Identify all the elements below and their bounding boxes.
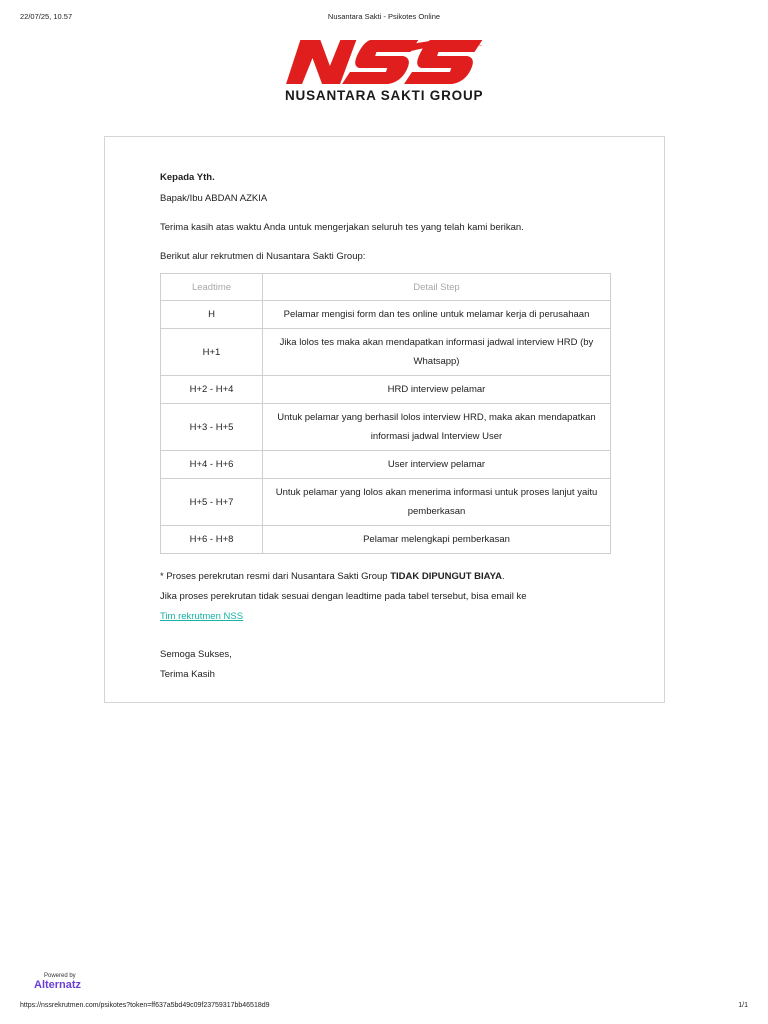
sign-off: Terima Kasih — [160, 669, 215, 680]
note-emphasis: TIDAK DIPUNGUT BIAYA — [390, 571, 502, 582]
table-row — [161, 329, 611, 376]
powered-by-badge — [34, 973, 104, 991]
recipient-name: Bapak/Ibu ABDAN AZKIA — [160, 193, 268, 204]
detail-step-column-header: Detail Step — [263, 274, 611, 301]
company-group-name: NUSANTARA SAKTI GROUP — [285, 88, 484, 103]
thanks-paragraph: Terima kasih atas waktu Anda untuk mengerjakan seluruh tes yang telah kami berikan. — [160, 222, 524, 233]
detail-cell: HRD interview pelamar — [263, 376, 611, 404]
detail-cell: Pelamar melengkapi pemberkasan — [263, 526, 611, 554]
nss-logo-mark-icon — [283, 38, 483, 88]
table-header-row — [161, 274, 611, 301]
leadtime-cell: H+3 - H+5 — [161, 404, 263, 451]
table-row — [161, 479, 611, 526]
detail-cell: Pelamar mengisi form dan tes online untuk melamar kerja di perusahaan — [263, 301, 611, 329]
leadtime-cell: H — [161, 301, 263, 329]
page-url: https://nssrekrutmen.com/psikotes?token=ff637a5bd49c09f23759317bb46518d9 — [20, 1002, 270, 1009]
table-row — [161, 404, 611, 451]
leadtime-cell: H+4 - H+6 — [161, 451, 263, 479]
recruitment-steps-table — [160, 273, 611, 554]
print-page-title: Nusantara Sakti - Psikotes Online — [327, 12, 441, 21]
salutation: Kepada Yth. — [160, 172, 215, 183]
leadtime-cell: H+6 - H+8 — [161, 526, 263, 554]
detail-cell: Untuk pelamar yang lolos akan menerima informasi untuk proses lanjut yaitu pemberkasan — [263, 479, 611, 526]
closing-line: Semoga Sukses, — [160, 649, 232, 660]
detail-cell: Jika lolos tes maka akan mendapatkan informasi jadwal interview HRD (by Whatsapp) — [263, 329, 611, 376]
letter-content — [160, 172, 611, 681]
recruitment-team-link[interactable]: Tim rekrutmen NSS — [160, 611, 244, 622]
letter-card — [104, 136, 665, 703]
recruitment-intro: Berikut alur rekrutmen di Nusantara Sakti Group: — [160, 251, 366, 262]
free-recruitment-note — [160, 571, 611, 583]
table-row — [161, 301, 611, 329]
company-logo — [283, 38, 493, 106]
powered-by-label: Powered by — [44, 973, 76, 979]
alternatz-brand: Alternatz — [34, 979, 82, 991]
leadtime-cell: H+1 — [161, 329, 263, 376]
leadtime-cell: H+5 - H+7 — [161, 479, 263, 526]
note-prefix: * Proses perekrutan resmi dari Nusantara Sakti Group — [160, 571, 391, 582]
note-suffix: . — [501, 571, 505, 582]
print-header — [20, 12, 748, 24]
leadtime-cell: H+2 - H+4 — [161, 376, 263, 404]
page-number: 1/1 — [738, 1002, 748, 1009]
email-instruction: Jika proses perekrutan tidak sesuai dengan leadtime pada tabel tersebut, bisa email ke — [160, 591, 527, 602]
detail-cell: User interview pelamar — [263, 451, 611, 479]
detail-cell: Untuk pelamar yang berhasil lolos interview HRD, maka akan mendapatkan informasi jadwal Interview User — [263, 404, 611, 451]
table-row — [161, 451, 611, 479]
leadtime-column-header: Leadtime — [161, 274, 263, 301]
table-row — [161, 526, 611, 554]
table-row — [161, 376, 611, 404]
print-datetime: 22/07/25, 10.57 — [20, 12, 73, 21]
